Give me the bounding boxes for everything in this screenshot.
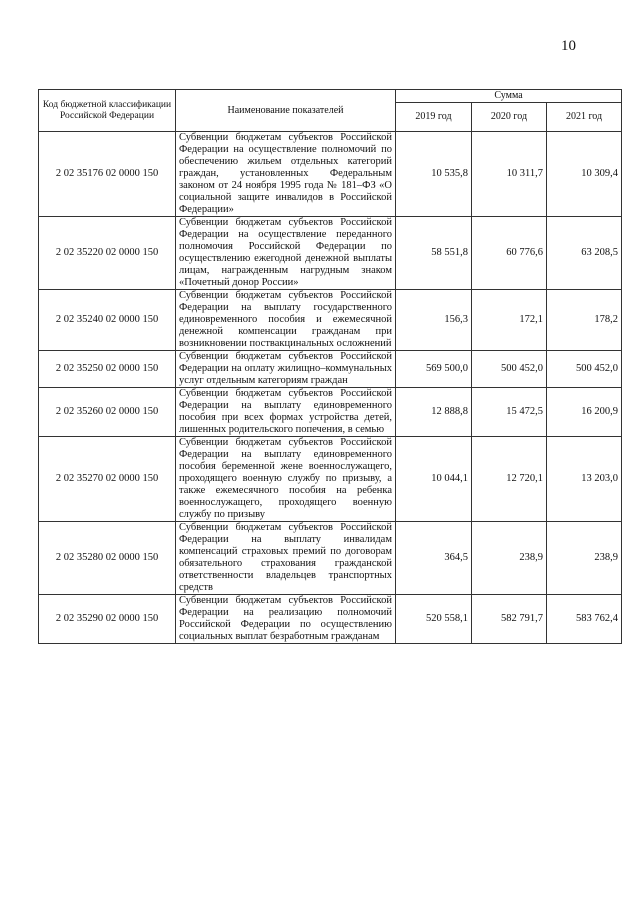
row-value-2020: 172,1 (472, 290, 547, 351)
page-number: 10 (561, 38, 576, 54)
row-code: 2 02 35290 02 0000 150 (39, 595, 176, 644)
table-row (39, 437, 622, 522)
row-value-2020: 500 452,0 (472, 351, 547, 388)
row-value-2020: 12 720,1 (472, 437, 547, 522)
row-value-2019: 10 044,1 (396, 437, 472, 522)
row-name: Субвенции бюджетам субъектов Российской Федерации на осуществление полномочий по обеспечению жильем отдельных категорий граждан, установленных Федеральным законом от 24 ноября 1995 года № 181–ФЗ «О социальной защите инвалидов в Российской Федерации» (176, 132, 396, 217)
table-row (39, 595, 622, 644)
header-year-2020: 2020 год (472, 103, 547, 132)
row-code: 2 02 35250 02 0000 150 (39, 351, 176, 388)
header-year-2021: 2021 год (547, 103, 622, 132)
table-row (39, 217, 622, 290)
row-value-2021: 238,9 (547, 522, 622, 595)
table-row (39, 388, 622, 437)
row-code: 2 02 35220 02 0000 150 (39, 217, 176, 290)
row-value-2020: 60 776,6 (472, 217, 547, 290)
row-name: Субвенции бюджетам субъектов Российской Федерации на осуществление переданного полномочия Российской Федерации по осуществлению ежегодной денежной выплаты лицам, награжденным нагрудным знаком «Почетный донор России» (176, 217, 396, 290)
row-value-2020: 15 472,5 (472, 388, 547, 437)
row-value-2019: 10 535,8 (396, 132, 472, 217)
row-name: Субвенции бюджетам субъектов Российской Федерации на реализацию полномочий Российской Федерации по осуществлению социальных выплат безработным гражданам (176, 595, 396, 644)
budget-table (38, 89, 622, 644)
row-name: Субвенции бюджетам субъектов Российской Федерации на оплату жилищно–коммунальных услуг отдельным категориям граждан (176, 351, 396, 388)
row-name: Субвенции бюджетам субъектов Российской Федерации на выплату государственного единовременного пособия и ежемесячной денежной компенсации гражданам при возникновении поствакцинальных осложнений (176, 290, 396, 351)
row-value-2019: 520 558,1 (396, 595, 472, 644)
header-code: Код бюджетной классификации Российской Федерации (39, 90, 176, 132)
row-name: Субвенции бюджетам субъектов Российской Федерации на выплату инвалидам компенсаций страховых премий по договорам обязательного страхования гражданской ответственности владельцев транспортных средств (176, 522, 396, 595)
row-value-2021: 583 762,4 (547, 595, 622, 644)
row-code: 2 02 35280 02 0000 150 (39, 522, 176, 595)
header-year-2019: 2019 год (396, 103, 472, 132)
row-value-2021: 10 309,4 (547, 132, 622, 217)
table-row (39, 522, 622, 595)
row-value-2019: 12 888,8 (396, 388, 472, 437)
table-row (39, 132, 622, 217)
table-row (39, 290, 622, 351)
header-sum: Сумма (396, 90, 622, 103)
row-value-2021: 16 200,9 (547, 388, 622, 437)
row-value-2019: 156,3 (396, 290, 472, 351)
row-code: 2 02 35176 02 0000 150 (39, 132, 176, 217)
row-value-2021: 500 452,0 (547, 351, 622, 388)
row-value-2019: 58 551,8 (396, 217, 472, 290)
row-value-2019: 569 500,0 (396, 351, 472, 388)
row-code: 2 02 35270 02 0000 150 (39, 437, 176, 522)
row-value-2021: 63 208,5 (547, 217, 622, 290)
row-code: 2 02 35240 02 0000 150 (39, 290, 176, 351)
row-value-2020: 582 791,7 (472, 595, 547, 644)
row-code: 2 02 35260 02 0000 150 (39, 388, 176, 437)
row-value-2020: 10 311,7 (472, 132, 547, 217)
row-value-2021: 13 203,0 (547, 437, 622, 522)
row-value-2021: 178,2 (547, 290, 622, 351)
row-name: Субвенции бюджетам субъектов Российской Федерации на выплату единовременного пособия беременной жене военнослужащего, проходящего военную службу по призыву, а также ежемесячного пособия на ребенка военнослужащего, проходящего военную службу по призыву (176, 437, 396, 522)
row-name: Субвенции бюджетам субъектов Российской Федерации на выплату единовременного пособия при всех формах устройства детей, лишенных родительского попечения, в семью (176, 388, 396, 437)
row-value-2020: 238,9 (472, 522, 547, 595)
row-value-2019: 364,5 (396, 522, 472, 595)
table-row (39, 351, 622, 388)
header-name: Наименование показателей (176, 90, 396, 132)
